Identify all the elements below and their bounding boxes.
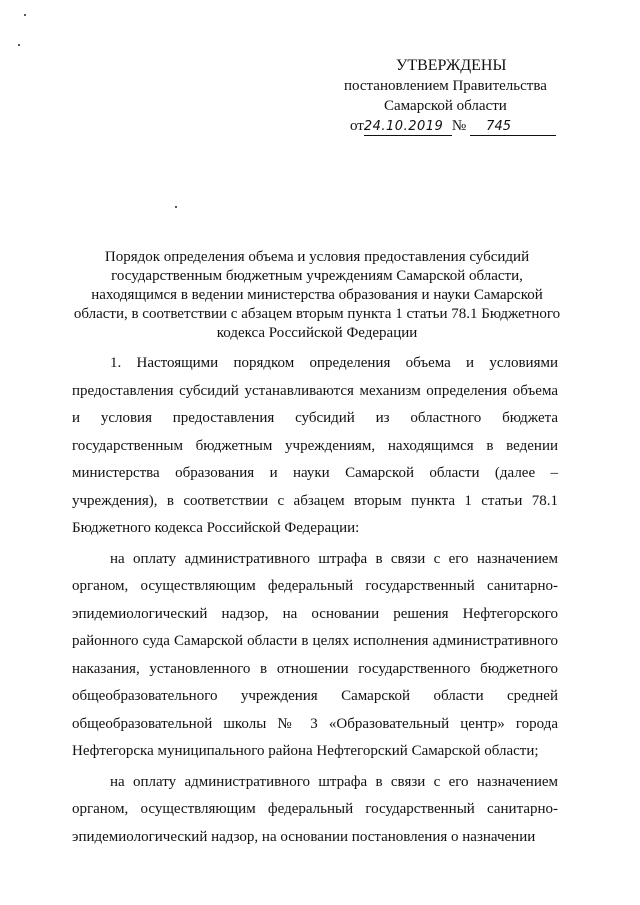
paragraph: на оплату административного штрафа в связи с его назначением органом, осуществляющим федеральный государственный санитарно-эпидемиологический надзор, на основании решения Нефтегорского районного суда Самарской области в целях исполнения административного наказания, установленного в отношении государственного бюджетного общеобразовательного учреждения Самарской области средней общеобразовательной школы № 3 «Образовательный центр» города Нефтегорска муниципального района Нефтегорский Самарской области; (72, 550, 558, 759)
approval-title: УТВЕРЖДЕНЫ (396, 57, 507, 74)
handwritten-number: 745 (470, 119, 556, 136)
approval-stamp-block (340, 56, 560, 136)
scan-speck (18, 44, 20, 46)
date-prefix: от (350, 118, 364, 134)
handwritten-date: 24.10.2019 (364, 119, 452, 136)
approval-date-row (340, 116, 560, 136)
scan-speck (175, 206, 177, 208)
number-prefix: № (451, 118, 467, 134)
document-heading: Порядок определения объема и условия предоставления субсидий государственным бюджетным учреждениям Самарской области, находящимся в ведении министерства образования и науки Самарской области, в соответствии с абзацем вторым пункта 1 статьи 78.1 Бюджетного кодекса Российской Федерации (73, 249, 561, 341)
paragraph: 1. Настоящими порядком определения объема и условиями предоставления субсидий устанавливаются механизм определения объема и условия предоставления субсидий из областного бюджета государственным бюджетным учреждениям, находящимся в ведении министерства образования и науки Самарской области (далее – учреждения), в соответствии с абзацем вторым пункта 1 статьи 78.1 Бюджетного кодекса Российской Федерации: (72, 355, 558, 536)
approval-region: Самарской области (384, 98, 507, 114)
document-body (72, 350, 558, 851)
approval-by: постановлением Правительства (344, 78, 547, 94)
scan-speck (24, 14, 26, 16)
paragraph: на оплату административного штрафа в связи с его назначением органом, осуществляющим федеральный государственный санитарно-эпидемиологический надзор, на основании постановления о назначении (72, 773, 558, 845)
